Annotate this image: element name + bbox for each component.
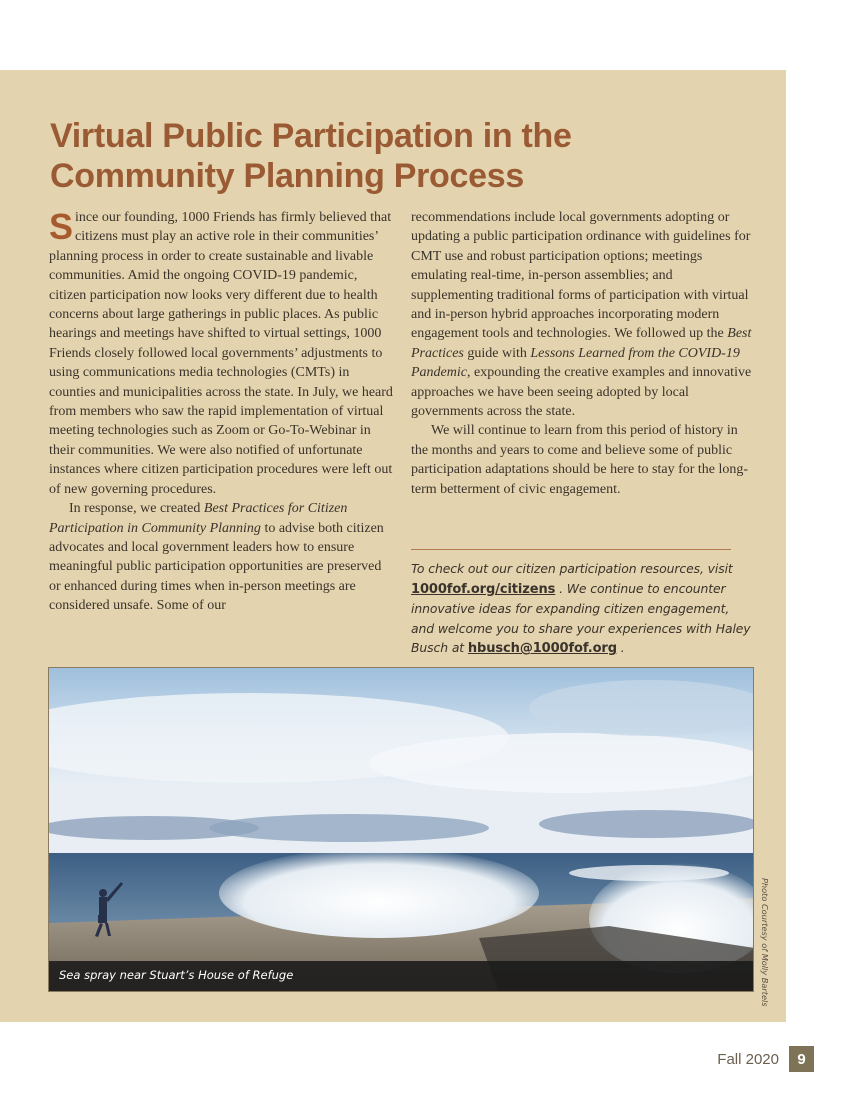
paragraph-text: recommendations include local governments adopting or updating a public participation ordinance with guidelines for CMT use and robust participation options; meetings emulating real-time, in-person assemblies; and supplementing traditional forms of participation with virtual and in-person hybrid approaches incorporating modern engagement tools and technologies. We followed up the xyxy=(411,210,751,342)
article-column-right xyxy=(411,208,756,499)
resources-note xyxy=(411,559,756,659)
publication-title: Best Practices xyxy=(411,326,752,361)
photo-credit xyxy=(758,878,772,1007)
photo-caption: Sea spray near Stuart’s House of Refuge xyxy=(59,968,294,982)
drop-cap: S xyxy=(49,206,74,247)
paragraph-recommendations xyxy=(411,208,756,421)
paragraph-text: to advise both citizen advocates and local government leaders how to ensure meaningful public participation opportunities are preserved or enhanced during times when in-person meetings are considered unsafe. Some of our xyxy=(49,520,384,614)
wave-spray xyxy=(219,848,539,938)
paragraph-text: ince our founding, 1000 Friends has firmly believed that citizens must play an active role in their communities’ planning process in order to create sustainable and livable communities. Amid the ongoing COVID-19 pandemic, citizen participation now looks very different due to health concerns about large gatherings in public places. As public hearings and meetings have shifted to virtual settings, 1000 Friends closely followed local governments’ adjustments to using communications media technologies (CMTs) in counties and municipalities across the state. In July, we heard from members who saw the rapid implementation of virtual meeting technologies such as Zoom or Go-To-Webinar in their communities. We were also notified of unfortunate instances where citizen participation procedures were left out of new governing procedures. xyxy=(49,210,393,497)
publication-title: Best Practices for Citizen Participation in Community Planning xyxy=(49,501,348,536)
note-text: To check out our citizen participation resources, visit xyxy=(411,561,733,576)
photo-credit-text: Photo Courtesy of Molly Bartels xyxy=(760,878,770,1007)
note-text: . We continue to encounter innovative ideas for expanding citizen engagement, and welcome you to share your experiences with Haley Busch at xyxy=(411,580,751,655)
page-footer xyxy=(717,1046,814,1072)
paragraph-response xyxy=(49,499,394,615)
issue-label: Fall 2020 xyxy=(717,1050,779,1068)
sea-spray-photo xyxy=(48,667,754,992)
paragraph-text: guide with xyxy=(463,345,531,361)
paragraph-intro xyxy=(49,208,394,499)
paragraph-conclusion: We will continue to learn from this period of history in the months and years to come and believe some of public participation adaptations should be here to stay for the long-term betterment of civic engagement. xyxy=(411,423,749,497)
paragraph-text: , expounding the creative examples and innovative approaches we have been seeing adopted by local governments across the state. xyxy=(411,365,752,420)
note-text: . xyxy=(616,640,625,655)
article-title: Virtual Public Participation in the Community Planning Process xyxy=(50,117,572,195)
beach-scene-image xyxy=(49,668,754,992)
page-number-badge: 9 xyxy=(789,1046,814,1072)
citizens-resources-link[interactable]: 1000fof.org/citizens xyxy=(411,581,556,597)
divider-rule xyxy=(411,549,731,550)
email-link[interactable]: hbusch@1000fof.org xyxy=(467,641,617,656)
photo-caption-bar xyxy=(49,961,753,991)
paragraph-text: In response, we created xyxy=(69,501,204,517)
publication-title: Lessons Learned from the COVID-19 Pandemic xyxy=(411,345,740,381)
article-column-left xyxy=(49,208,394,616)
